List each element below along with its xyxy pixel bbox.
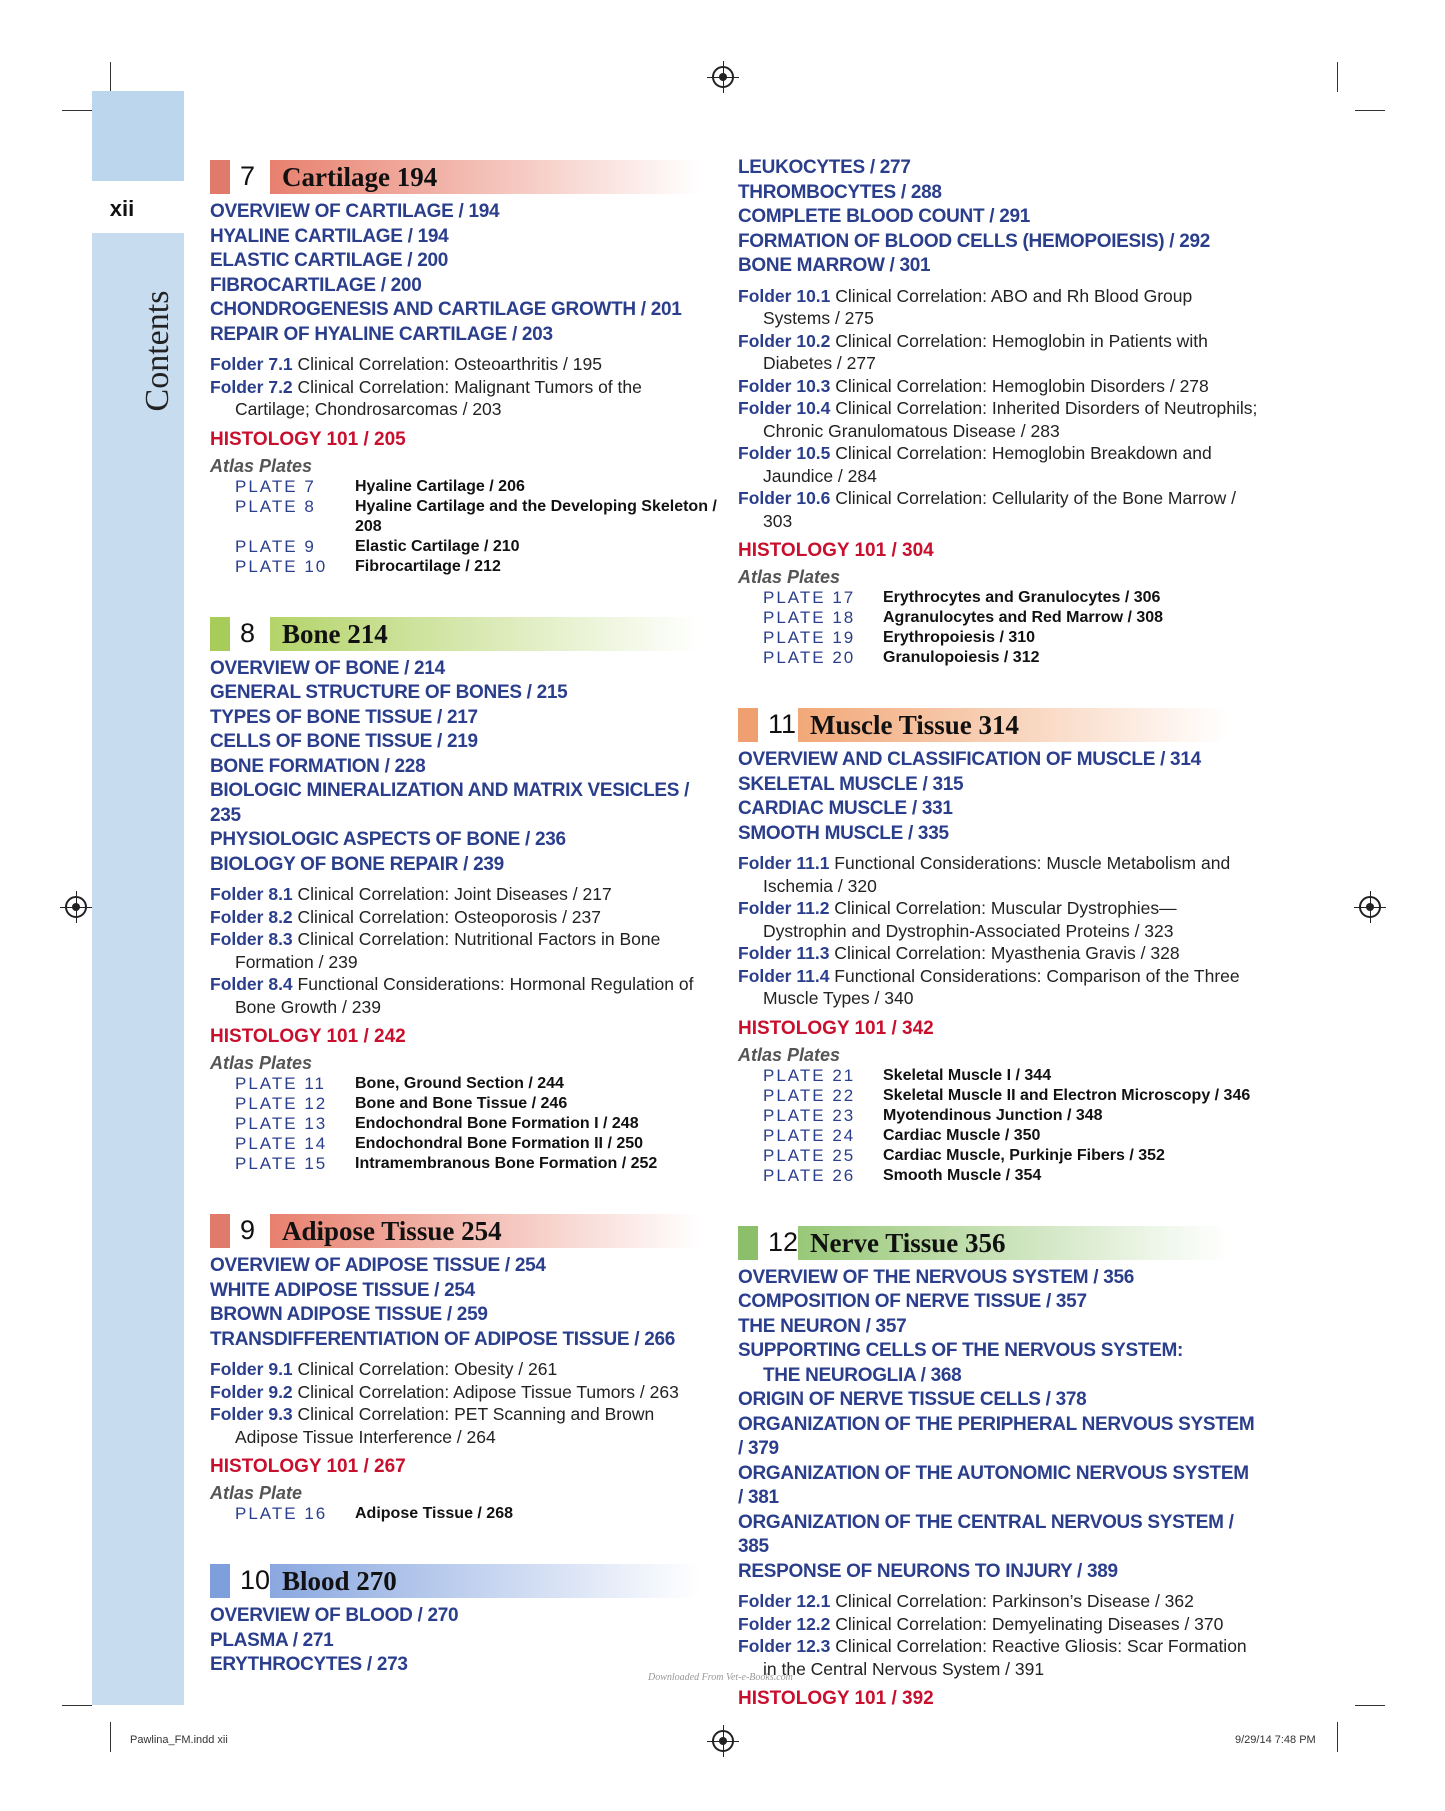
folder-list — [738, 852, 1258, 1010]
chapter-header — [210, 1556, 720, 1598]
folder-entry[interactable]: Folder 9.1 Clinical Correlation: Obesity / 261 — [210, 1359, 558, 1379]
folder-entry[interactable]: Folder 10.1 Clinical Correlation: ABO and Rh Blood Group Systems / 275 — [738, 285, 1193, 328]
chapter-color-square — [210, 1564, 230, 1598]
footer-file-name: Pawlina_FM.indd xii — [130, 1734, 228, 1746]
toc-heading[interactable]: BONE MARROW / 301 — [738, 255, 931, 276]
folder-entry[interactable]: Folder 9.2 Clinical Correlation: Adipose Tissue Tumors / 263 — [210, 1381, 679, 1402]
toc-heading[interactable]: ORGANIZATION OF THE AUTONOMIC NERVOUS SYSTEM / 381 — [738, 1462, 1249, 1508]
chapter-header — [210, 609, 720, 651]
toc-heading[interactable]: FIBROCARTILAGE / 200 — [210, 274, 422, 296]
section-title: Contents — [139, 290, 176, 412]
chapter-color-square — [738, 1226, 758, 1260]
toc-heading[interactable]: OVERVIEW OF CARTILAGE / 194 — [210, 201, 500, 222]
atlas-plates-label: Atlas Plates — [738, 1044, 841, 1065]
sidebar-tab-top — [92, 91, 184, 181]
atlas-plates-label: Atlas Plates — [738, 567, 841, 587]
chapter-title[interactable]: Adipose Tissue 254 — [270, 1214, 700, 1248]
folder-entry[interactable]: Folder 10.2 Clinical Correlation: Hemoglobin in Patients with Diabetes / 277 — [738, 330, 1208, 373]
chapter-color-square — [210, 617, 230, 651]
folder-entry[interactable]: Folder 12.1 Clinical Correlation: Parkinson’s Disease / 362 — [738, 1591, 1194, 1611]
folder-entry[interactable]: Folder 7.2 Clinical Correlation: Malignant Tumors of the Cartilage; Chondrosarcomas / 203 — [210, 376, 642, 419]
folder-list — [738, 1590, 1258, 1680]
crop-mark — [1355, 110, 1385, 111]
toc-heading[interactable]: CELLS OF BONE TISSUE / 219 — [210, 731, 478, 752]
crop-mark — [1337, 62, 1338, 92]
crop-mark — [1337, 1722, 1338, 1752]
toc-heading[interactable]: BIOLOGIC MINERALIZATION AND MATRIX VESICLES / 235 — [210, 780, 690, 826]
toc-heading[interactable]: FORMATION OF BLOOD CELLS (HEMOPOIESIS) / 292 — [738, 230, 1211, 252]
toc-heading[interactable]: PLASMA / 271 — [210, 1629, 334, 1651]
toc-heading[interactable]: ORIGIN OF NERVE TISSUE CELLS / 378 — [738, 1389, 1087, 1410]
chapter-title[interactable]: Muscle Tissue 314 — [798, 708, 1228, 742]
histology-link[interactable]: HISTOLOGY 101 / 242 — [210, 1026, 406, 1047]
chapter-header — [738, 1218, 1258, 1260]
folder-list — [738, 285, 1258, 533]
chapter-11 — [738, 700, 1258, 1186]
atlas-plates-label: Atlas Plate — [210, 1483, 303, 1503]
toc-heading[interactable]: ELASTIC CARTILAGE / 200 — [210, 250, 449, 271]
toc-heading[interactable]: ORGANIZATION OF THE PERIPHERAL NERVOUS SYSTEM / 379 — [738, 1413, 1255, 1459]
toc-heading[interactable]: OVERVIEW OF THE NERVOUS SYSTEM / 356 — [738, 1266, 1135, 1288]
chapter-color-square — [210, 1214, 230, 1248]
toc-heading[interactable]: RESPONSE OF NEURONS TO INJURY / 389 — [738, 1560, 1118, 1582]
toc-heading[interactable]: THE NEUROGLIA / 368 — [763, 1364, 962, 1386]
chapter-title[interactable]: Nerve Tissue 356 — [798, 1226, 1228, 1260]
toc-heading[interactable]: SUPPORTING CELLS OF THE NERVOUS SYSTEM: — [738, 1340, 1184, 1361]
chapter-header — [738, 700, 1258, 742]
folder-entry[interactable]: Folder 8.1 Clinical Correlation: Joint Diseases / 217 — [210, 884, 612, 904]
chapter-number: 12 — [768, 1226, 799, 1257]
plate-entry[interactable]: PLATE 25 Cardiac Muscle, Purkinje Fibers / 352 — [763, 1145, 1165, 1165]
plate-entry[interactable]: PLATE 22 Skeletal Muscle II and Electron Microscopy / 346 — [763, 1085, 1251, 1105]
toc-heading[interactable]: TRANSDIFFERENTIATION OF ADIPOSE TISSUE / 266 — [210, 1328, 676, 1350]
folder-entry[interactable]: Folder 10.5 Clinical Correlation: Hemoglobin Breakdown and Jaundice / 284 — [738, 443, 1212, 486]
plate-entry[interactable]: PLATE 15 Intramembranous Bone Formation / 252 — [235, 1154, 658, 1173]
plate-entry[interactable]: PLATE 14 Endochondral Bone Formation II / 250 — [235, 1134, 644, 1153]
plate-entry[interactable]: PLATE 19 Erythropoiesis / 310 — [763, 628, 1036, 647]
toc-heading[interactable]: OVERVIEW OF BONE / 214 — [210, 657, 445, 679]
chapter-title[interactable]: Cartilage 194 — [270, 160, 700, 194]
toc-heading[interactable]: REPAIR OF HYALINE CARTILAGE / 203 — [210, 323, 553, 345]
toc-heading[interactable]: OVERVIEW OF ADIPOSE TISSUE / 254 — [210, 1255, 546, 1276]
folder-entry[interactable]: Folder 8.4 Functional Considerations: Hormonal Regulation of Bone Growth / 239 — [210, 974, 694, 1017]
toc-heading[interactable]: LEUKOCYTES / 277 — [738, 157, 911, 178]
crop-mark — [62, 110, 92, 111]
plate-entry[interactable]: PLATE 23 Myotendinous Junction / 348 — [763, 1105, 1103, 1125]
chapter-number: 8 — [240, 617, 256, 648]
chapter-7 — [210, 152, 720, 577]
folder-entry[interactable]: Folder 12.3 Clinical Correlation: Reactive Gliosis: Scar Formation in the Central Nervous System / 391 — [738, 1636, 1247, 1679]
toc-heading[interactable]: OVERVIEW AND CLASSIFICATION OF MUSCLE / 314 — [738, 749, 1201, 770]
plate-entry[interactable]: PLATE 18 Agranulocytes and Red Marrow / 308 — [763, 608, 1164, 627]
toc-heading[interactable]: BROWN ADIPOSE TISSUE / 259 — [210, 1304, 488, 1325]
chapter-color-square — [210, 160, 230, 194]
chapter-title[interactable]: Blood 270 — [270, 1564, 700, 1598]
toc-heading[interactable]: CARDIAC MUSCLE / 331 — [738, 798, 953, 819]
download-watermark: Downloaded From Vet-e-Books.com — [648, 1672, 793, 1683]
chapter-12 — [738, 1218, 1258, 1712]
toc-heading[interactable]: PHYSIOLOGIC ASPECTS OF BONE / 236 — [210, 829, 566, 850]
chapter-color-square — [738, 708, 758, 742]
plate-entry[interactable]: PLATE 9 Elastic Cartilage / 210 — [235, 536, 520, 556]
chapter-header — [210, 1206, 720, 1248]
chapter-header — [210, 152, 720, 194]
histology-link[interactable]: HISTOLOGY 101 / 205 — [210, 428, 406, 450]
folder-entry[interactable]: Folder 10.3 Clinical Correlation: Hemoglobin Disorders / 278 — [738, 375, 1209, 396]
chapter-9 — [210, 1206, 720, 1524]
toc-heading[interactable]: SMOOTH MUSCLE / 335 — [738, 822, 949, 844]
toc-heading[interactable]: THE NEURON / 357 — [738, 1315, 907, 1337]
plate-entry[interactable]: PLATE 21 Skeletal Muscle I / 344 — [763, 1065, 1052, 1085]
atlas-plates-label: Atlas Plates — [210, 455, 313, 476]
toc-heading[interactable]: BIOLOGY OF BONE REPAIR / 239 — [210, 853, 504, 875]
chapter-number: 11 — [768, 709, 797, 739]
chapter-10-continued — [738, 156, 1258, 668]
folder-entry[interactable]: Folder 11.3 Clinical Correlation: Myasthenia Gravis / 328 — [738, 943, 1180, 963]
toc-heading[interactable]: THROMBOCYTES / 288 — [738, 181, 942, 203]
chapter-10 — [210, 1556, 720, 1678]
chapter-number: 10 — [240, 1565, 271, 1595]
toc-heading[interactable]: COMPLETE BLOOD COUNT / 291 — [738, 206, 1031, 227]
plate-entry[interactable]: PLATE 24 Cardiac Muscle / 350 — [763, 1125, 1041, 1145]
chapter-number: 9 — [240, 1215, 256, 1245]
toc-heading[interactable]: ERYTHROCYTES / 273 — [210, 1654, 408, 1675]
chapter-8 — [210, 609, 720, 1175]
toc-heading[interactable]: TYPES OF BONE TISSUE / 217 — [210, 706, 478, 728]
toc-heading[interactable]: WHITE ADIPOSE TISSUE / 254 — [210, 1279, 475, 1301]
sidebar-tab — [92, 233, 184, 1705]
crop-mark — [110, 1722, 111, 1752]
registration-mark-icon — [65, 896, 87, 918]
folder-entry[interactable]: Folder 11.4 Functional Considerations: Comparison of the Three Muscle Types / 340 — [738, 965, 1240, 1008]
folder-entry[interactable]: Folder 8.2 Clinical Correlation: Osteoporosis / 237 — [210, 906, 602, 927]
folder-entry[interactable]: Folder 10.4 Clinical Correlation: Inherited Disorders of Neutrophils; Chronic Granulomatous Disease / 283 — [738, 398, 1258, 441]
toc-heading[interactable]: CHONDROGENESIS AND CARTILAGE GROWTH / 201 — [210, 299, 682, 320]
plate-entry[interactable]: PLATE 16 Adipose Tissue / 268 — [235, 1504, 513, 1523]
histology-link[interactable]: HISTOLOGY 101 / 392 — [738, 1688, 934, 1709]
histology-link[interactable]: HISTOLOGY 101 / 342 — [738, 1017, 934, 1039]
plate-entry[interactable]: PLATE 7 Hyaline Cartilage / 206 — [235, 476, 525, 496]
chapter-number: 7 — [240, 161, 256, 191]
toc-heading[interactable]: ORGANIZATION OF THE CENTRAL NERVOUS SYSTEM / 385 — [738, 1511, 1234, 1557]
chapter-title[interactable]: Bone 214 — [270, 617, 700, 651]
toc-heading[interactable]: HYALINE CARTILAGE / 194 — [210, 225, 449, 247]
folder-entry[interactable]: Folder 11.1 Functional Considerations: Muscle Metabolism and Ischemia / 320 — [738, 853, 1231, 896]
plate-entry[interactable]: PLATE 11 Bone, Ground Section / 244 — [235, 1074, 564, 1093]
folder-list — [210, 1358, 720, 1448]
plate-entry[interactable]: PLATE 12 Bone and Bone Tissue / 246 — [235, 1094, 568, 1113]
toc-heading[interactable]: SKELETAL MUSCLE / 315 — [738, 773, 964, 795]
toc-heading[interactable]: BONE FORMATION / 228 — [210, 755, 426, 777]
footer-timestamp: 9/29/14 7:48 PM — [1235, 1734, 1316, 1746]
toc-heading[interactable]: OVERVIEW OF BLOOD / 270 — [210, 1605, 459, 1626]
folder-entry[interactable]: Folder 10.6 Clinical Correlation: Cellularity of the Bone Marrow / 303 — [738, 488, 1236, 531]
registration-mark-icon — [712, 1730, 734, 1752]
toc-heading[interactable]: COMPOSITION OF NERVE TISSUE / 357 — [738, 1291, 1087, 1312]
folder-entry[interactable]: Folder 11.2 Clinical Correlation: Muscular Dystrophies—Dystrophin and Dystrophin-Associated Proteins / 323 — [738, 898, 1177, 941]
atlas-plates-label: Atlas Plates — [210, 1053, 313, 1073]
registration-mark-icon — [1359, 896, 1381, 918]
crop-mark — [1355, 1705, 1385, 1706]
toc-heading[interactable]: GENERAL STRUCTURE OF BONES / 215 — [210, 682, 568, 703]
folder-list — [210, 883, 720, 1018]
folder-entry[interactable]: Folder 8.3 Clinical Correlation: Nutritional Factors in Bone Formation / 239 — [210, 929, 661, 972]
plate-entry[interactable]: PLATE 26 Smooth Muscle / 354 — [763, 1165, 1042, 1185]
plate-entry[interactable]: PLATE 8 Hyaline Cartilage and the Developing Skeleton / 208 — [235, 496, 717, 535]
plate-entry[interactable]: PLATE 13 Endochondral Bone Formation I / 248 — [235, 1114, 639, 1133]
histology-link[interactable]: HISTOLOGY 101 / 267 — [210, 1456, 406, 1477]
histology-link[interactable]: HISTOLOGY 101 / 304 — [738, 540, 934, 561]
toc-column-right — [738, 156, 1258, 1711]
crop-mark — [110, 62, 111, 92]
page-number: xii — [109, 196, 135, 221]
folder-list — [210, 353, 720, 421]
folder-entry[interactable]: Folder 12.2 Clinical Correlation: Demyelinating Diseases / 370 — [738, 1613, 1224, 1634]
plate-entry[interactable]: PLATE 20 Granulopoiesis / 312 — [763, 648, 1040, 667]
registration-mark-icon — [712, 66, 734, 88]
folder-entry[interactable]: Folder 7.1 Clinical Correlation: Osteoarthritis / 195 — [210, 354, 602, 374]
plate-entry[interactable]: PLATE 17 Erythrocytes and Granulocytes / 306 — [763, 588, 1161, 607]
plate-entry[interactable]: PLATE 10 Fibrocartilage / 212 — [235, 556, 501, 576]
toc-column-left — [210, 152, 720, 1678]
crop-mark — [62, 1705, 92, 1706]
folder-entry[interactable]: Folder 9.3 Clinical Correlation: PET Scanning and Brown Adipose Tissue Interference / 264 — [210, 1404, 655, 1447]
